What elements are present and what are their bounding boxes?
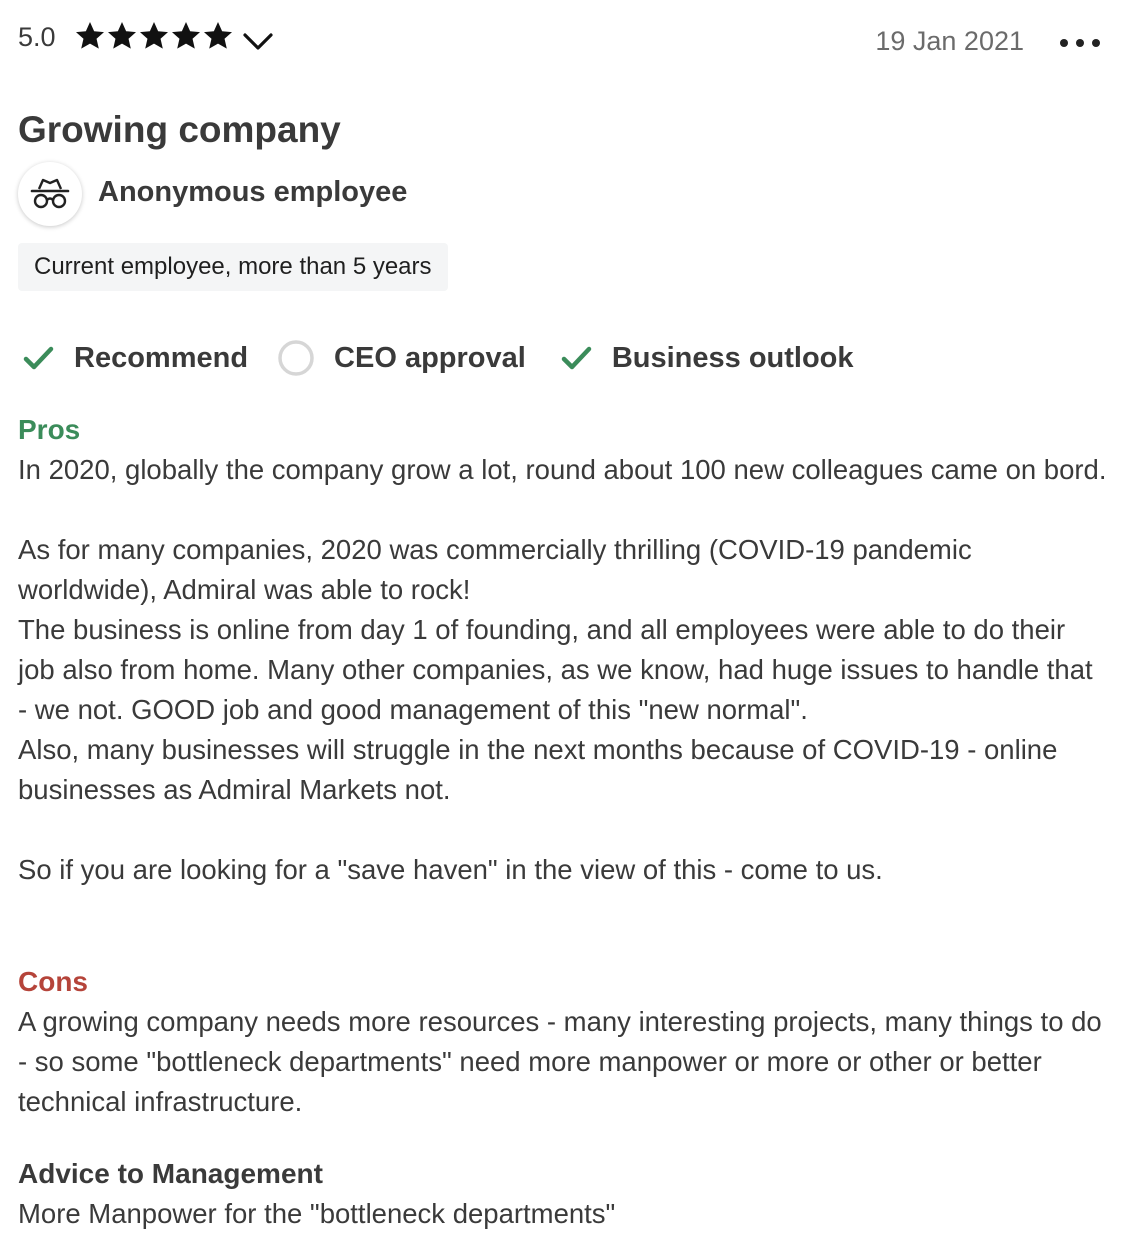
pros-text: In 2020, globally the company grow a lot, round about 100 new colleagues came on bord. As for many companies, 2020 was commercially thrilling (COVID-19 pandemic worldwide), Admiral was able to rock! The business is online from day 1 of founding, and all employees were able to do their job also from home. Many other companies, as we know, had huge issues to handle that - we not. GOOD job and good management of this "new normal". Also, many businesses will struggle in the next months because of COVID-19 - online businesses as Admiral Markets not. So if you are looking for a "save haven" in the view of this - come to us.: [18, 454, 1107, 885]
chevron-down-icon[interactable]: [242, 30, 274, 52]
star-icon: [202, 20, 234, 52]
review-header: [18, 18, 1108, 62]
author-name: Anonymous employee: [98, 176, 408, 208]
empty-circle-icon: [278, 338, 318, 378]
indicator-label: CEO approval: [334, 341, 526, 374]
advice-heading: Advice to Management: [18, 1158, 323, 1189]
check-icon: [556, 338, 596, 378]
pros-heading: Pros: [18, 414, 81, 445]
review-title: Growing company: [18, 109, 341, 150]
indicator-ceo-approval: [278, 338, 526, 378]
rating-indicators: [18, 334, 884, 382]
employment-status-badge: Current employee, more than 5 years: [18, 243, 448, 291]
rating-value: 5.0: [18, 22, 56, 52]
check-icon: [18, 338, 58, 378]
anonymous-spy-icon: [30, 178, 70, 210]
star-icon: [74, 20, 106, 52]
indicator-business-outlook: [556, 338, 854, 378]
star-rating[interactable]: [74, 20, 234, 52]
more-options-icon[interactable]: [1058, 32, 1102, 54]
indicator-label: Recommend: [74, 341, 249, 374]
indicator-recommend: [18, 338, 248, 378]
review-date: 19 Jan 2021: [875, 26, 1024, 56]
cons-text: A growing company needs more resources - many interesting projects, many things to do - so some "bottleneck departments" need more manpower or more or other or better technical infrastructure.: [18, 1006, 1110, 1117]
advice-text: More Manpower for the "bottleneck departments": [18, 1198, 616, 1229]
star-icon: [138, 20, 170, 52]
star-icon: [170, 20, 202, 52]
star-icon: [106, 20, 138, 52]
indicator-label: Business outlook: [611, 341, 854, 374]
cons-heading: Cons: [18, 966, 88, 997]
avatar: [18, 162, 82, 226]
